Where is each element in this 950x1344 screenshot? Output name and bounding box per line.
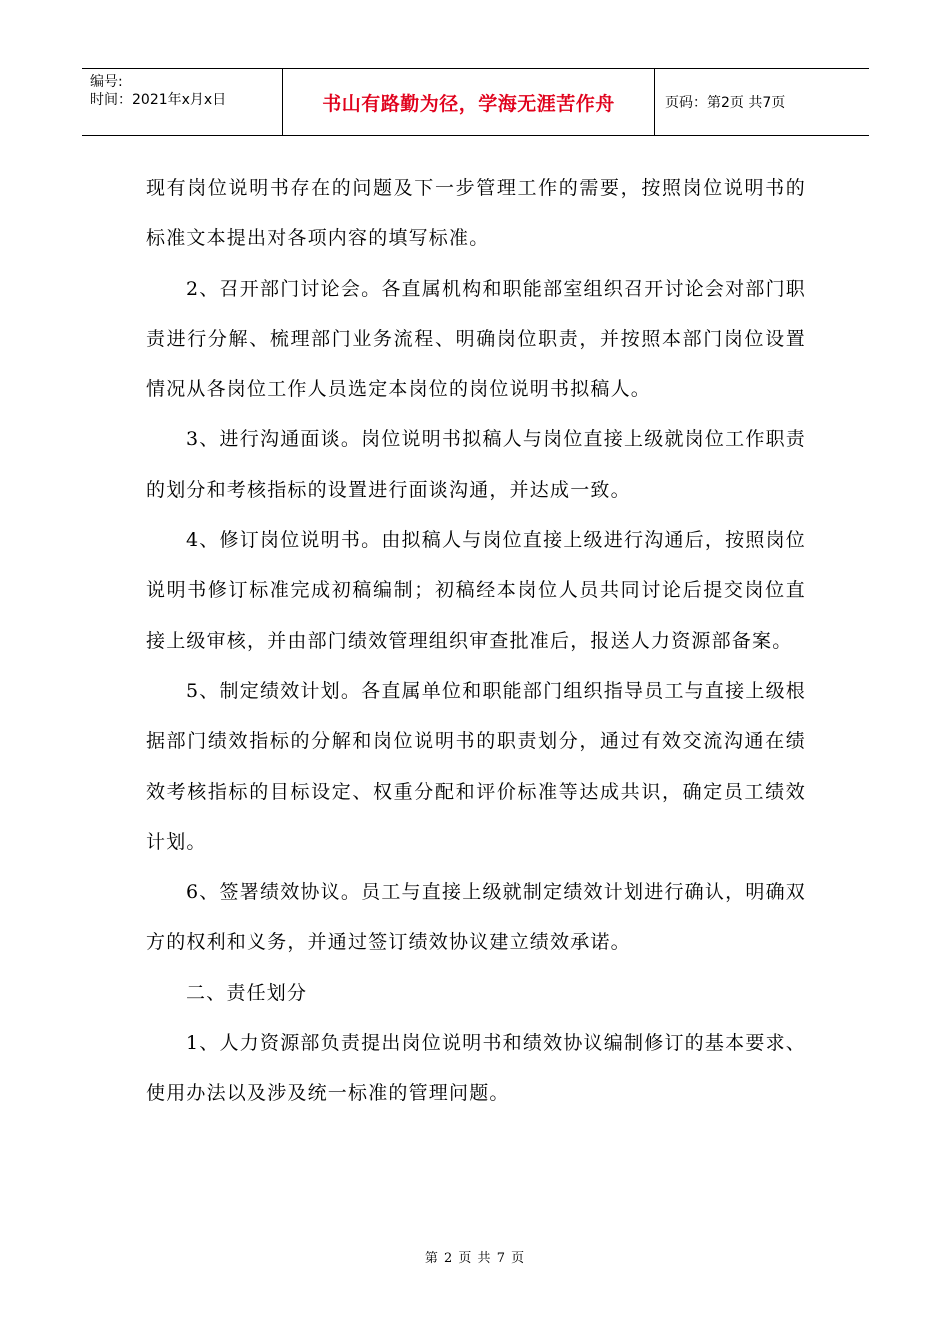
paragraph-responsibility-1: 1、人力资源部负责提出岗位说明书和绩效协议编制修订的基本要求、使用办法以及涉及统一标准的管理问题。: [146, 1032, 806, 1105]
paragraph-step-2: 2、召开部门讨论会。各直属机构和职能部室组织召开讨论会对部门职责进行分解、梳理部门业务流程、明确岗位职责，并按照本部门岗位设置情况从各岗位工作人员选定本岗位的岗位说明书拟稿人。: [146, 277, 806, 401]
paragraph-step-4: 4、修订岗位说明书。由拟稿人与岗位直接上级进行沟通后，按照岗位说明书修订标准完成初稿编制；初稿经本岗位人员共同讨论后提交岗位直接上级审核，并由部门绩效管理组织审查批准后，报送人力资源部备案。: [146, 529, 806, 652]
serial-label: 编号:: [90, 74, 123, 90]
section-heading: 二、责任划分: [186, 981, 308, 1004]
header-motto: 书山有路勤为径，学海无涯苦作舟: [282, 69, 655, 135]
paragraph-step-5: 5、制定绩效计划。各直属单位和职能部门组织指导员工与直接上级根据部门绩效指标的分解和岗位说明书的职责划分，通过有效交流沟通在绩效考核指标的目标设定、权重分配和评价标准等达成共识，确定员工绩效计划。: [146, 679, 806, 853]
page-footer: 第 2 页 共 7 页: [424, 1251, 526, 1266]
date-label: 时间：2021年x月x日: [90, 92, 227, 108]
document-body: [146, 163, 806, 1119]
header-meta: [82, 69, 282, 135]
header-page-info: 页码：第2页 共7页: [665, 95, 786, 111]
paragraph-step-3: 3、进行沟通面谈。岗位说明书拟稿人与岗位直接上级就岗位工作职责的划分和考核指标的设置进行面谈沟通，并达成一致。: [146, 428, 806, 501]
paragraph-step-6: 6、签署绩效协议。员工与直接上级就制定绩效计划进行确认，明确双方的权利和义务，并通过签订绩效协议建立绩效承诺。: [146, 881, 806, 954]
page-header: [82, 68, 869, 136]
paragraph-continued: 现有岗位说明书存在的问题及下一步管理工作的需要，按照岗位说明书的标准文本提出对各项内容的填写标准。: [146, 177, 806, 250]
